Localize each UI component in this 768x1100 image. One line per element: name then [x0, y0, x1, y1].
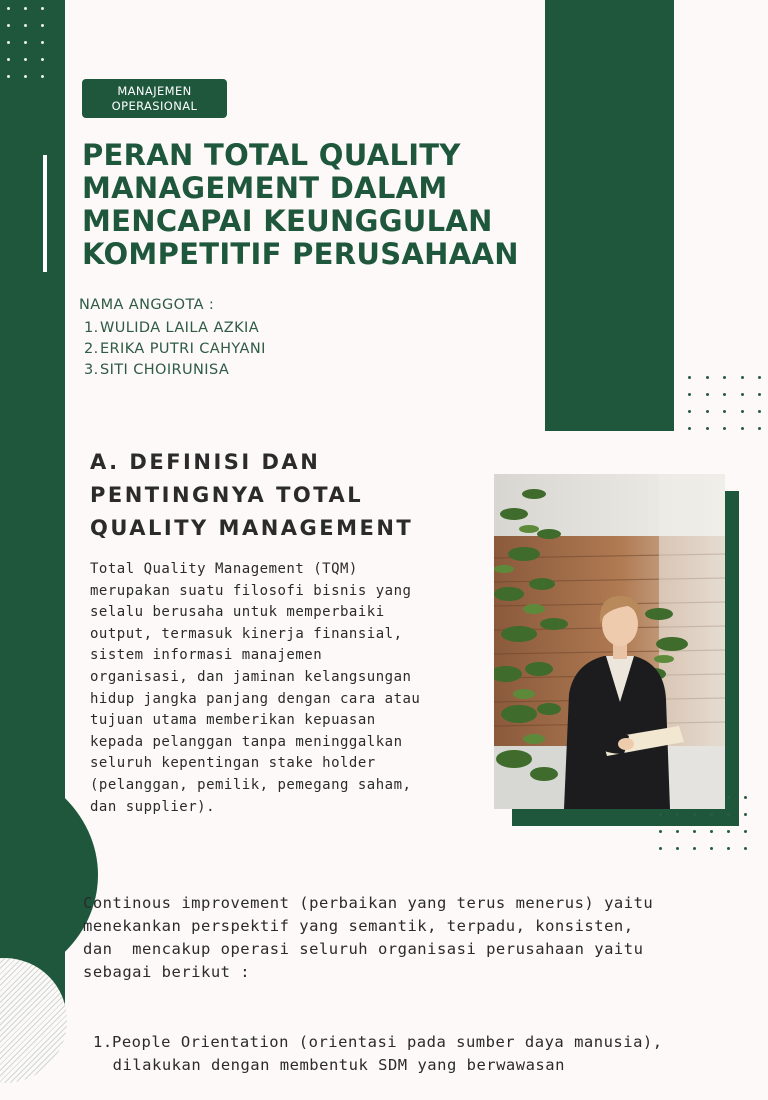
list-item-text: People Orientation (orientasi pada sumber daya manusia), dilakukan dengan membentuk SDM yang berwawasan	[112, 1033, 663, 1074]
title-line-2: MANAGEMENT DALAM	[82, 171, 448, 205]
title-line-1: PERAN TOTAL QUALITY	[82, 138, 461, 172]
member-name: SITI CHOIRUNISA	[100, 362, 230, 378]
section-a-line-1: A. DEFINISI DAN	[90, 450, 321, 474]
tqm-definition-paragraph: Total Quality Management (TQM) merupakan suatu filosofi bisnis yang selalu berusaha untuk memperbaiki output, termasuk kinerja finansial, sistem informasi manajemen organisasi, dan jaminan kelangsungan hidup jangka panjang dengan cara atau tujuan utama memberikan kepuasan kepada pelanggan tanpa meninggalkan seluruh kepentingan stake holder (pelanggan, pemilik, pemegang saham, dan supplier).	[90, 561, 421, 815]
members-list	[84, 318, 266, 381]
section-a-heading	[90, 446, 450, 545]
member-name: ERIKA PUTRI CAHYANI	[100, 341, 266, 357]
dot-grid-top-left	[7, 7, 58, 92]
title-accent-bar	[43, 155, 47, 272]
title-line-3: MENCAPAI KEUNGGULAN	[82, 204, 493, 238]
continuous-improvement-list	[93, 985, 663, 1100]
page-title	[82, 139, 542, 271]
businesswoman-photo	[494, 474, 725, 809]
list-item	[93, 1031, 663, 1077]
member-number: 2.	[84, 341, 99, 357]
member-number: 1.	[84, 320, 99, 336]
continuous-improvement-paragraph: Continous improvement (perbaikan yang terus menerus) yaitu menekankan perspektif yang semantik, terpadu, konsisten, dan mencakup operasi seluruh organisasi perusahaan yaitu sebagai berikut :	[83, 894, 654, 981]
member-item	[84, 339, 266, 360]
members-label: NAMA ANGGOTA :	[79, 297, 215, 313]
right-green-column	[545, 0, 674, 431]
course-tag-line-2: OPERASIONAL	[111, 98, 198, 113]
member-name: WULIDA LAILA AZKIA	[100, 320, 260, 336]
member-item	[84, 318, 266, 339]
section-a-line-3: QUALITY MANAGEMENT	[90, 516, 414, 540]
member-item	[84, 360, 266, 381]
member-number: 3.	[84, 362, 99, 378]
section-a-line-2: PENTINGNYA TOTAL	[90, 483, 364, 507]
course-tag	[82, 79, 227, 118]
dot-grid-right-middle	[688, 376, 768, 444]
course-tag-line-1: MANAJEMEN	[117, 83, 192, 98]
list-item-number: 1.	[93, 1033, 113, 1051]
title-line-4: KOMPETITIF PERUSAHAAN	[82, 237, 519, 271]
